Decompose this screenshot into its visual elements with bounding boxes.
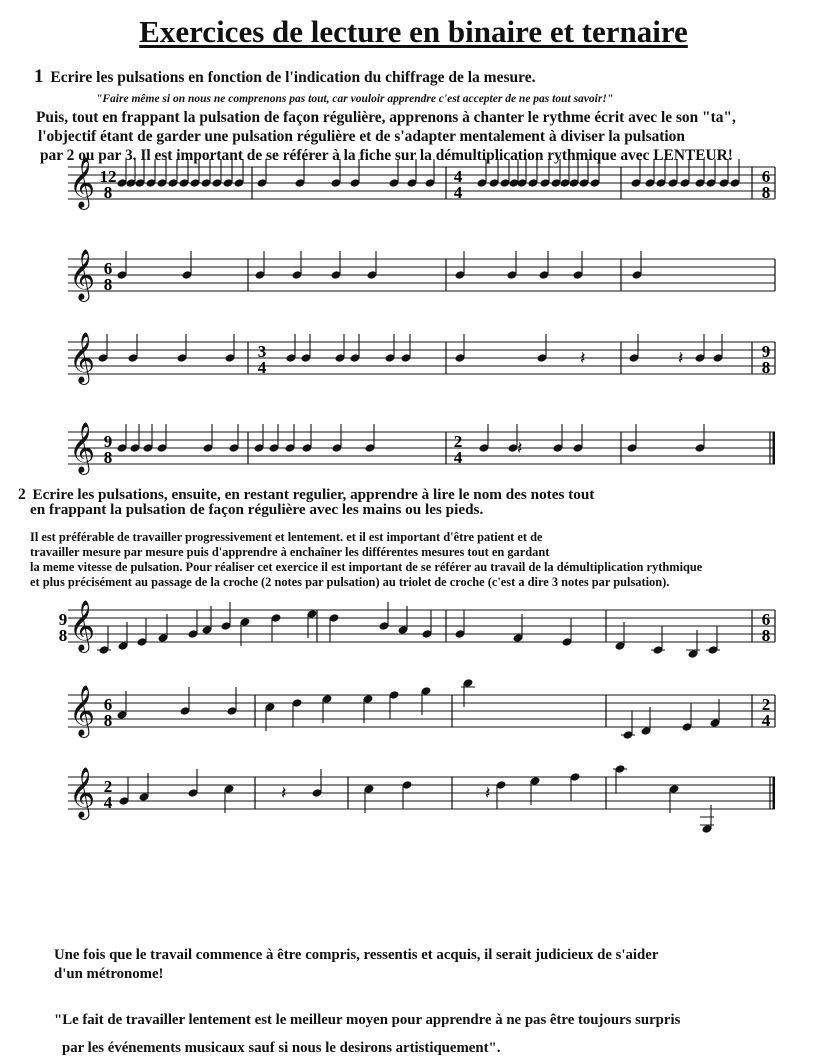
staff — [68, 332, 775, 385]
final-barline — [773, 777, 776, 809]
treble-clef-icon: 𝄞 — [69, 685, 96, 736]
time-signature-numerator: 4 — [453, 167, 463, 186]
staff — [68, 764, 775, 834]
time-signature-numerator: 2 — [453, 432, 463, 451]
section1-line: par 2 ou par 3. Il est important de se référer à la fiche sur la démultiplication rythmique avec LENTEUR! — [40, 147, 733, 164]
footer-line: Une fois que le travail commence à être compris, ressentis et acquis, il serait judicieux de s'aider — [54, 947, 659, 963]
time-signature-numerator: 6 — [103, 695, 113, 714]
time-signature-numerator: 6 — [103, 259, 113, 278]
rest-icon: 𝄽 — [281, 783, 287, 804]
time-signature-denominator: 8 — [58, 626, 68, 645]
staff — [68, 422, 775, 475]
treble-clef-icon: 𝄞 — [69, 157, 96, 208]
rest-icon: 𝄽 — [678, 348, 684, 369]
treble-clef-icon: 𝄞 — [69, 600, 96, 651]
staff — [68, 249, 775, 302]
time-signature-numerator: 9 — [58, 610, 68, 629]
section2-heading-text: Ecrire les pulsations, ensuite, en restant regulier, apprendre à lire le nom des notes tout — [32, 486, 595, 503]
section2-heading-line: en frappant la pulsation de façon régulière avec les mains ou les pieds. — [30, 501, 484, 518]
section2-line: travailler mesure par mesure puis d'apprendre à enchaîner les différentes mesures tout en gardant — [30, 545, 550, 559]
time-signature-numerator: 12 — [99, 167, 117, 186]
time-signature-denominator: 4 — [761, 711, 771, 730]
time-signature-denominator: 8 — [103, 448, 113, 467]
section1-quote: "Faire même si on nous ne comprenons pas tout, car vouloir apprendre c'est accepter de ne pas tout savoir!" — [96, 93, 614, 105]
section1-heading-text: Ecrire les pulsations en fonction de l'indication du chiffrage de la mesure. — [50, 69, 536, 86]
staff — [59, 600, 775, 659]
staff — [68, 678, 775, 740]
rest-icon: 𝄽 — [580, 348, 586, 369]
time-signature-denominator: 4 — [453, 183, 463, 202]
time-signature-numerator: 6 — [761, 610, 771, 629]
time-signature-numerator: 9 — [103, 432, 113, 451]
time-signature-denominator: 4 — [103, 793, 113, 812]
footer-quote-line: "Le fait de travailler lentement est le meilleur moyen pour apprendre à ne pas être toujours surpris — [54, 1012, 681, 1028]
time-signature-numerator: 6 — [761, 167, 771, 186]
treble-clef-icon: 𝄞 — [69, 422, 96, 473]
time-signature-numerator: 2 — [103, 777, 113, 796]
rest-icon: 𝄽 — [485, 783, 491, 804]
staff — [68, 157, 775, 210]
time-signature-denominator: 8 — [761, 626, 771, 645]
time-signature-numerator: 9 — [761, 342, 771, 361]
section2-number: 2 — [18, 486, 26, 503]
time-signature-denominator: 8 — [103, 275, 113, 294]
section2-line: et plus précisément au passage de la croche (2 notes par pulsation) au triolet de croche (c'est a dire 3 notes par pulsation). — [30, 575, 670, 589]
time-signature-denominator: 8 — [761, 183, 771, 202]
final-barline — [773, 432, 776, 464]
time-signature-denominator: 8 — [761, 358, 771, 377]
time-signature-denominator: 8 — [103, 183, 113, 202]
time-signature-denominator: 8 — [103, 711, 113, 730]
rest-icon: 𝄽 — [517, 438, 523, 459]
section2-line: Il est préférable de travailler progressivement et lentement. et il est important d'être patient et de — [30, 530, 543, 544]
footer-quote-line: par les événements musicaux sauf si nous le desirons artistiquement". — [62, 1040, 501, 1056]
time-signature-numerator: 3 — [257, 342, 267, 361]
treble-clef-icon: 𝄞 — [69, 332, 96, 383]
page-title: Exercices de lecture en binaire et ternaire — [139, 14, 688, 49]
footer-line: d'un métronome! — [54, 966, 164, 982]
section2-line: la meme vitesse de pulsation. Pour réaliser cet exercice il est important de se référer au travail de la démultiplication rythmique — [30, 560, 703, 574]
treble-clef-icon: 𝄞 — [69, 249, 96, 300]
time-signature-numerator: 2 — [761, 695, 771, 714]
section1-line: l'objectif étant de garder une pulsation régulière et de s'adapter mentalement à diviser la pulsation — [38, 128, 685, 145]
section1-line: Puis, tout en frappant la pulsation de façon régulière, apprenons à chanter le rythme écrit avec le son "ta", — [36, 109, 736, 126]
time-signature-denominator: 4 — [257, 358, 267, 377]
time-signature-denominator: 4 — [453, 448, 463, 467]
section1-number: 1 — [34, 66, 44, 87]
treble-clef-icon: 𝄞 — [69, 767, 96, 818]
